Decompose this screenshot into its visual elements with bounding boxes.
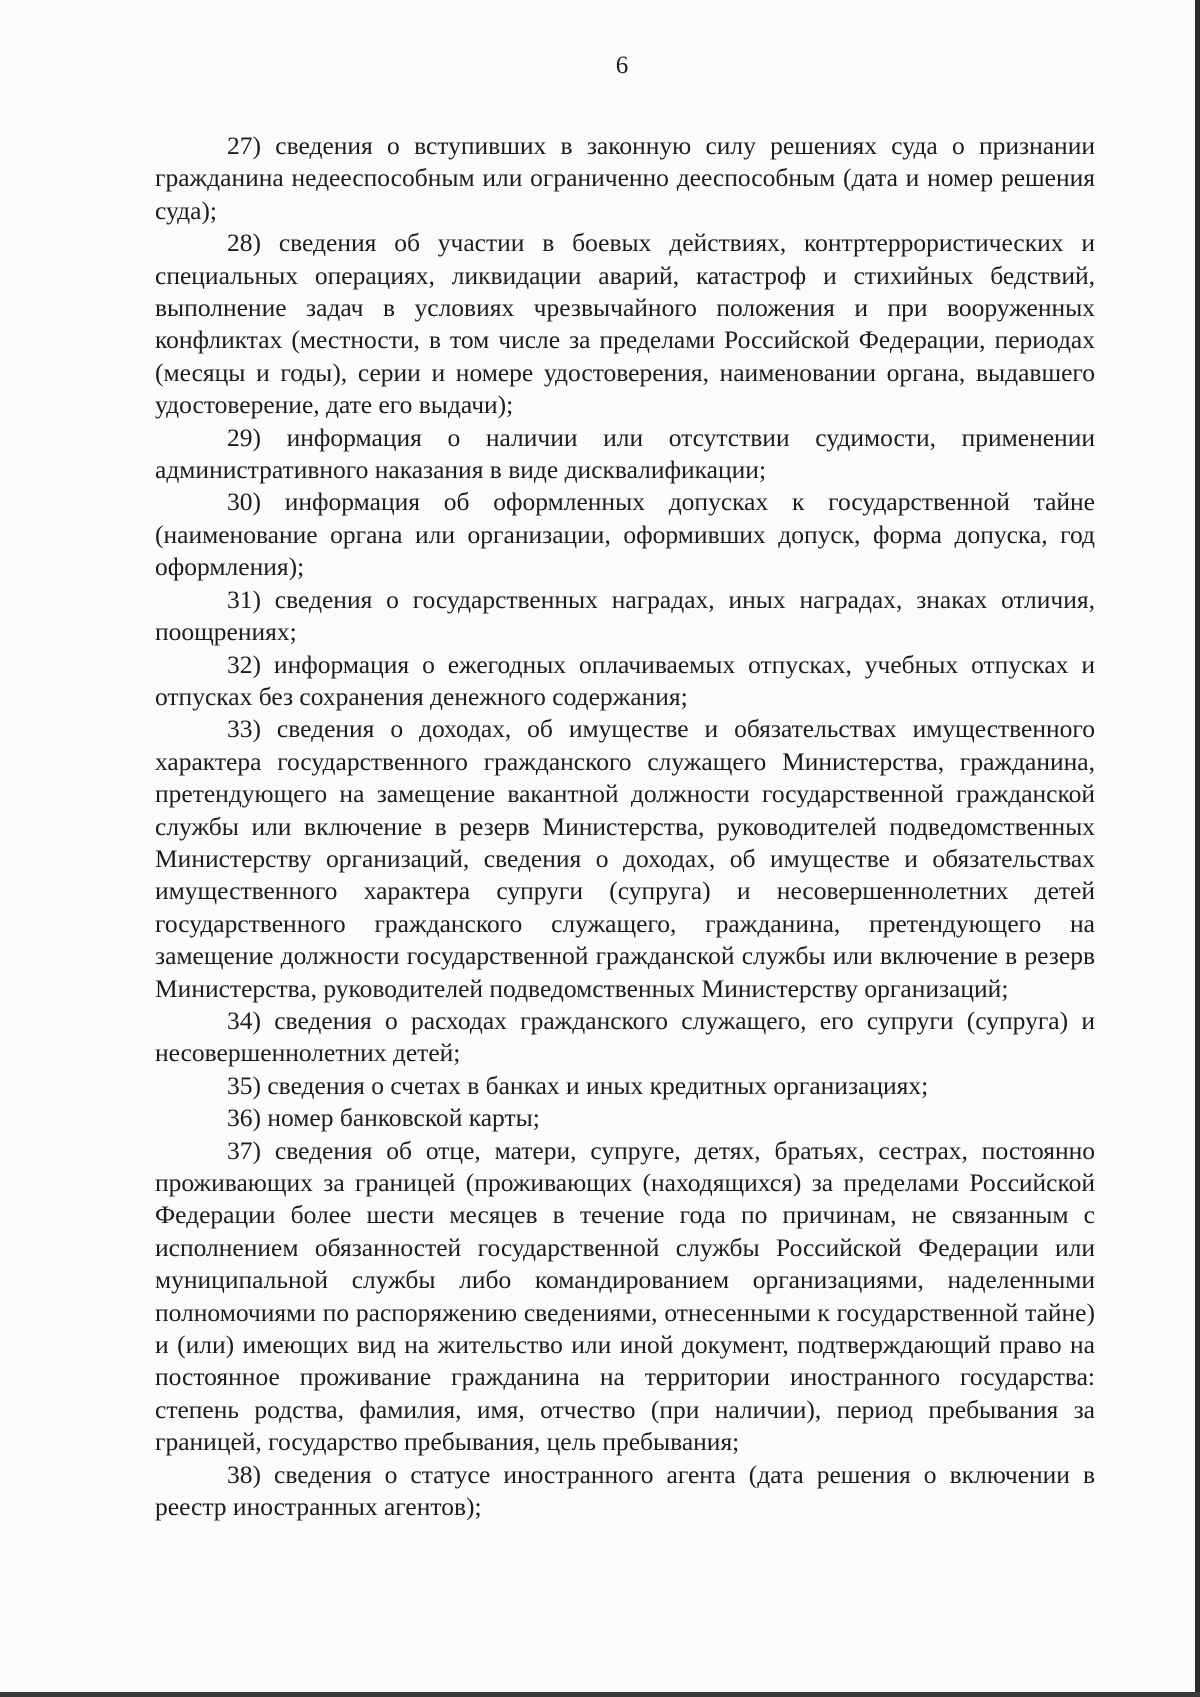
list-item-28: 28) сведения об участии в боевых действиях, контртеррористических и специальных операциях, ликвидации аварий, катастроф и стихийных бедствий, выполнение задач в условиях чрезвычайного положения и при вооруженных конфликтах (местности, в том числе за пределами Российской Федерации, периодах (месяцы и годы), серии и номере удостоверения, наименовании органа, выдавшего удостоверение, дате его выдачи); — [155, 228, 1095, 420]
list-item-38: 38) сведения о статусе иностранного агента (дата решения о включении в реестр иностранных агентов); — [155, 1459, 1095, 1522]
list-item-35: 35) сведения о счетах в банках и иных кредитных организациях; — [227, 1070, 929, 1100]
list-item-32: 32) информация о ежегодных оплачиваемых отпусках, учебных отпусках и отпусках без сохранения денежного содержания; — [155, 649, 1095, 711]
list-item-29: 29) информация о наличии или отсутствии судимости, применении административного наказания в виде дисквалификации; — [155, 422, 1095, 485]
list-item-30: 30) информация об оформленных допусках к государственной тайне (наименование органа или организации, оформивших допуск, форма допуска, год оформления); — [155, 487, 1095, 582]
list-item-33: 33) сведения о доходах, об имуществе и обязательствах имущественного характера государственного гражданского служащего Министерства, гражданина, претендующего на замещение вакантной должности государственной гражданской службы или включение в резерв Министерства, руководителей подведомственных Министерству организаций, сведения о доходах, об имуществе и обязательствах имущественного характера супруги (супруга) и несовершеннолетних детей государственного гражданского служащего, гражданина, претендующего на замещение должности государственной гражданской службы или включение в резерв Министерства, руководителей подведомственных Министерству организаций; — [155, 714, 1095, 1003]
list-item-31: 31) сведения о государственных наградах, иных наградах, знаках отличия, поощрениях; — [155, 584, 1095, 647]
scan-bottom-border — [0, 1692, 1200, 1697]
scan-right-border — [1195, 0, 1200, 1697]
page-number: 6 — [615, 52, 629, 79]
list-item-27: 27) сведения о вступивших в законную силу решениях суда о признании гражданина недееспособным или ограниченно дееспособным (дата и номер решения суда); — [155, 131, 1095, 225]
list-item-34: 34) сведения о расходах гражданского служащего, его супруги (супруга) и несовершеннолетних детей; — [155, 1005, 1095, 1068]
list-item-36: 36) номер банковской карты; — [227, 1103, 540, 1133]
document-body — [155, 130, 1095, 1523]
list-item-37: 37) сведения об отце, матери, супруге, детях, братьях, сестрах, постоянно проживающих за границей (проживающих (находящихся) за пределами Российской Федерации более шести месяцев в течение года по причинам, не связанным с исполнением обязанностей государственной службы Российской Федерации или муниципальной службы либо командированием организациями, наделенными полномочиями по распоряжению сведениями, отнесенными к государственной тайне) и (или) имеющих вид на жительство или иной документ, подтверждающий право на постоянное проживание гражданина на территории иностранного государства: степень родства, фамилия, имя, отчество (при наличии), период пребывания за границей, государство пребывания, цель пребывания; — [155, 1135, 1095, 1457]
